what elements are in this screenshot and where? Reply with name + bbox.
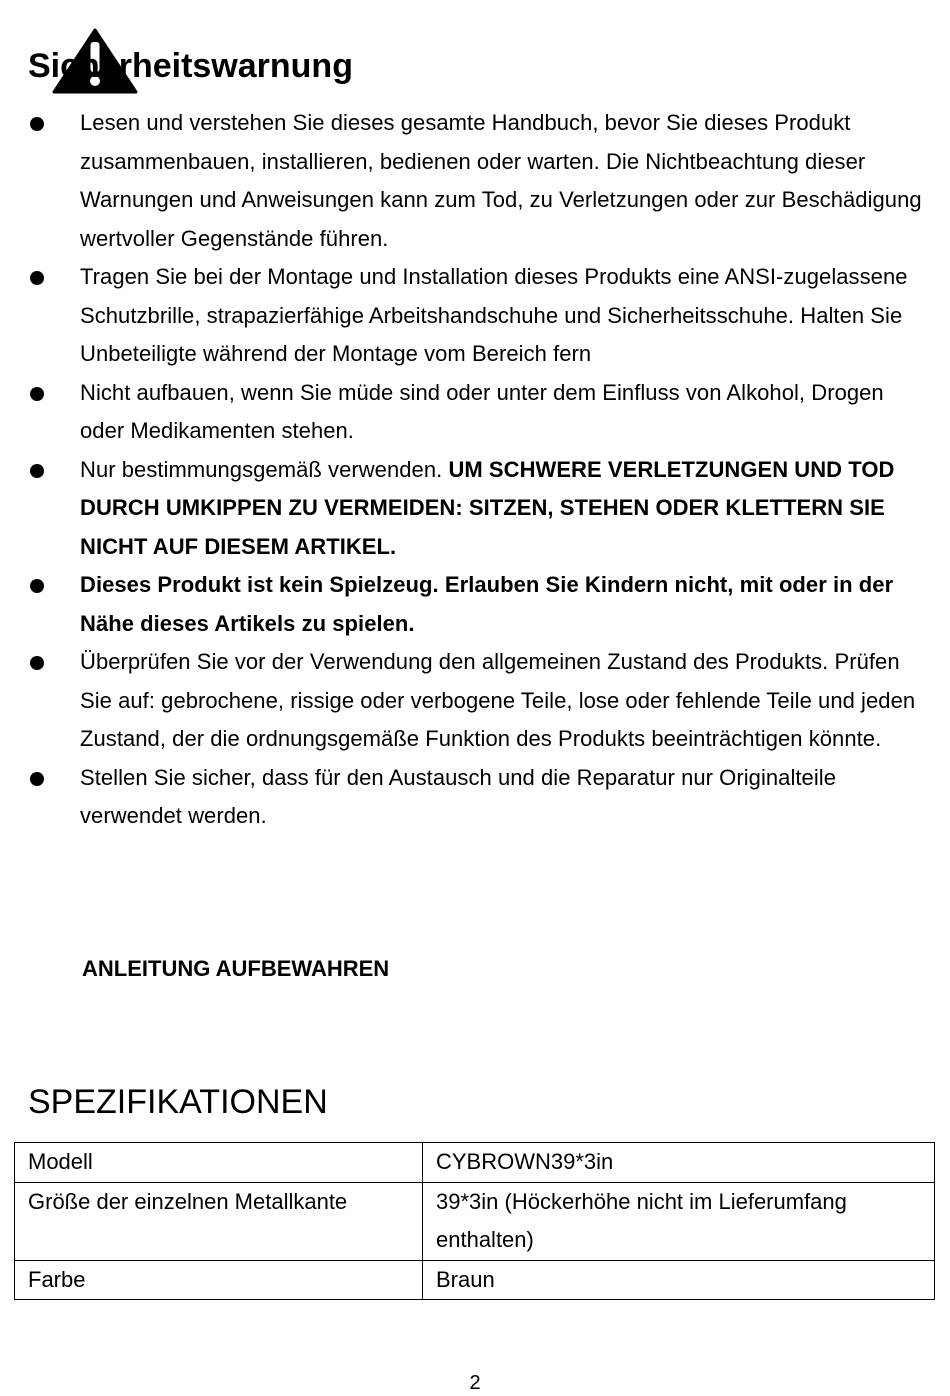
bullet-icon [30,656,44,670]
specifications-table [14,1142,935,1300]
list-item [0,566,950,643]
bullet-text: Überprüfen Sie vor der Verwendung den allgemeinen Zustand des Produkts. Prüfen Sie auf: gebrochene, rissige oder verbogene Teile, lose oder fehlende Teile und jeden Zustand, der die ordnungsgemäße Funktion des Produkts beeinträchtigen könnte. [80,649,916,751]
list-item [0,643,950,759]
bullet-bold-warning: Dieses Produkt ist kein Spielzeug. Erlauben Sie Kindern nicht, mit oder in der Nähe dieses Artikels zu spielen. [80,572,894,636]
bullet-text: Lesen und verstehen Sie dieses gesamte Handbuch, bevor Sie dieses Produkt zusammenbauen, installieren, bedienen oder warten. Die Nichtbeachtung dieser Warnungen und Anweisungen kann zum Tod, zu Verletzungen oder zur Beschädigung wertvoller Gegenstände führen. [80,110,922,251]
list-item [0,374,950,451]
bullet-icon [30,464,44,478]
keep-instructions-note: ANLEITUNG AUFBEWAHREN [82,956,390,981]
list-item [0,759,950,836]
specifications-title: SPEZIFIKATIONEN [28,1083,328,1121]
spec-label: Farbe [15,1260,423,1300]
spec-value: Braun [423,1260,935,1300]
safety-warning-list [0,104,950,836]
bullet-bold-warning: UM SCHWERE VERLETZUNGEN UND TOD DURCH UMKIPPEN ZU VERMEIDEN: SITZEN, STEHEN ODER KLETTERN SIE NICHT AUF DIESEM ARTIKEL. [80,456,895,559]
bullet-icon [30,772,44,786]
bullet-text: Stellen Sie sicher, dass für den Austausch und die Reparatur nur Originalteile verwendet werden. [80,764,837,828]
bullet-icon [30,387,44,401]
table-row [15,1260,935,1300]
spec-label: Modell [15,1143,423,1183]
bullet-text: Nur bestimmungsgemäß verwenden. [80,456,443,482]
table-row [15,1143,935,1183]
safety-warning-title: Sicherheitswarnung [28,47,353,85]
bullet-text: Nicht aufbauen, wenn Sie müde sind oder unter dem Einfluss von Alkohol, Drogen oder Medikamenten stehen. [80,379,884,443]
list-item [0,451,950,567]
spec-label: Größe der einzelnen Metallkante [15,1182,423,1260]
table-row [15,1182,935,1260]
list-item [0,104,950,258]
page-number: 2 [469,1372,481,1394]
bullet-icon [30,579,44,593]
bullet-text: Tragen Sie bei der Montage und Installation dieses Produkts eine ANSI-zugelassene Schutzbrille, strapazierfähige Arbeitshandschuhe und Sicherheitsschuhe. Halten Sie Unbeteiligte während der Montage vom Bereich fern [80,264,908,366]
spec-value: 39*3in (Höckerhöhe nicht im Lieferumfang enthalten) [423,1182,935,1260]
bullet-icon [30,117,44,131]
bullet-icon [30,271,44,285]
list-item [0,258,950,374]
spec-value: CYBROWN39*3in [423,1143,935,1183]
